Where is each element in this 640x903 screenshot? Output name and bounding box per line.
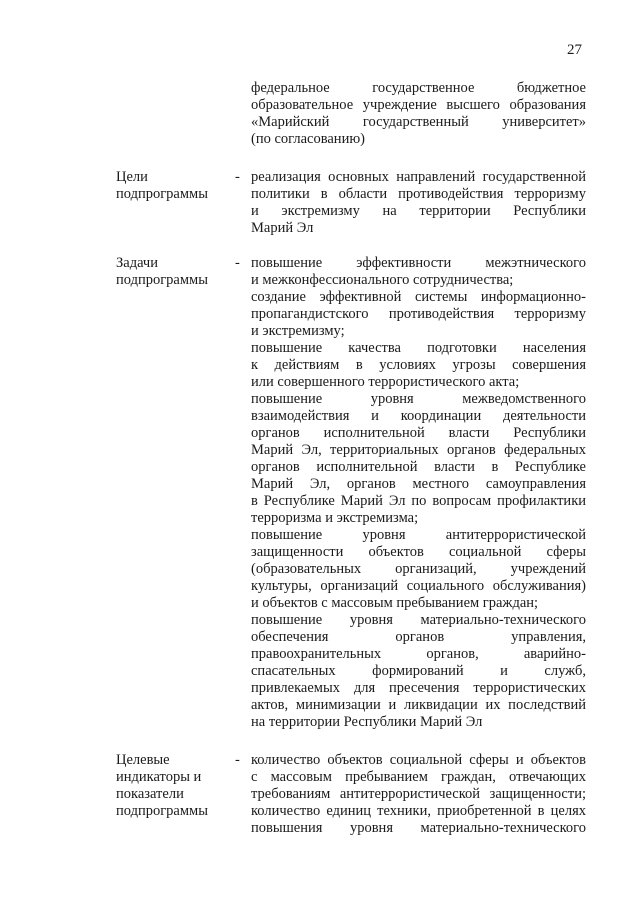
- label-line: подпрограммы: [116, 803, 208, 819]
- text-line: Марий Эл, органов местного самоуправления: [251, 476, 586, 492]
- text-line: повышение уровня материально-технического: [251, 612, 586, 628]
- label-line: Цели: [116, 169, 148, 185]
- label-line: показатели: [116, 786, 184, 802]
- label-line: подпрограммы: [116, 272, 208, 288]
- text-line: повышения уровня материально-технического: [251, 820, 586, 836]
- text-line: органов исполнительной власти в Республике: [251, 459, 586, 475]
- label-line: подпрограммы: [116, 186, 208, 202]
- dash-marker: -: [235, 255, 240, 271]
- text-line: Марий Эл: [251, 220, 314, 236]
- text-line: или совершенного террористического акта;: [251, 374, 520, 390]
- text-line: повышение качества подготовки населения: [251, 340, 586, 356]
- text-line: повышение эффективности межэтнического: [251, 255, 586, 271]
- text-line: защищенности объектов социальной сферы: [251, 544, 586, 560]
- text-line: терроризма и экстремизма;: [251, 510, 419, 526]
- text-line: обеспечения органов управления,: [251, 629, 586, 645]
- text-line: культуры, организаций социального обслуживания): [251, 578, 586, 594]
- text-line: спасательных формирований и служб,: [251, 663, 586, 679]
- label-line: индикаторы и: [116, 769, 202, 785]
- intro-line: федеральное государственное бюджетное: [251, 80, 586, 96]
- text-line: Марий Эл, территориальных органов федеральных: [251, 442, 586, 458]
- text-line: органов исполнительной власти Республики: [251, 425, 586, 441]
- text-line: количество единиц техники, приобретенной в целях: [251, 803, 586, 819]
- text-line: с массовым пребыванием граждан, отвечающих: [251, 769, 586, 785]
- text-line: количество объектов социальной сферы и объектов: [251, 752, 586, 768]
- text-line: и межконфессионального сотрудничества;: [251, 272, 514, 288]
- text-line: пропагандистского противодействия терроризму: [251, 306, 586, 322]
- text-line: и экстремизму на территории Республики: [251, 203, 586, 219]
- intro-line: (по согласованию): [251, 131, 365, 147]
- dash-marker: -: [235, 752, 240, 768]
- text-line: (образовательных организаций, учреждений: [251, 561, 586, 577]
- label-line: Задачи: [116, 255, 158, 271]
- intro-line: образовательное учреждение высшего образования: [251, 97, 586, 113]
- text-line: взаимодействия и координации деятельности: [251, 408, 586, 424]
- label-line: Целевые: [116, 752, 170, 768]
- text-line: в Республике Марий Эл по вопросам профилактики: [251, 493, 586, 509]
- dash-marker: -: [235, 169, 240, 185]
- page-number: 27: [567, 42, 582, 58]
- text-line: повышение уровня антитеррористической: [251, 527, 586, 543]
- text-line: на территории Республики Марий Эл: [251, 714, 483, 730]
- text-line: правоохранительных органов, аварийно-: [251, 646, 586, 662]
- text-line: актов, минимизации и ликвидации их последствий: [251, 697, 586, 713]
- text-line: и объектов с массовым пребыванием граждан;: [251, 595, 539, 611]
- text-line: привлекаемых для пресечения террористических: [251, 680, 586, 696]
- text-line: политики в области противодействия терроризму: [251, 186, 586, 202]
- text-line: требованиям антитеррористической защищенности;: [251, 786, 586, 802]
- text-line: реализация основных направлений государственной: [251, 169, 586, 185]
- text-line: повышение уровня межведомственного: [251, 391, 586, 407]
- text-line: создание эффективной системы информационно-: [251, 289, 586, 305]
- text-line: и экстремизму;: [251, 323, 345, 339]
- intro-line: «Марийский государственный университет»: [251, 114, 586, 130]
- text-line: к действиям в условиях угрозы совершения: [251, 357, 586, 373]
